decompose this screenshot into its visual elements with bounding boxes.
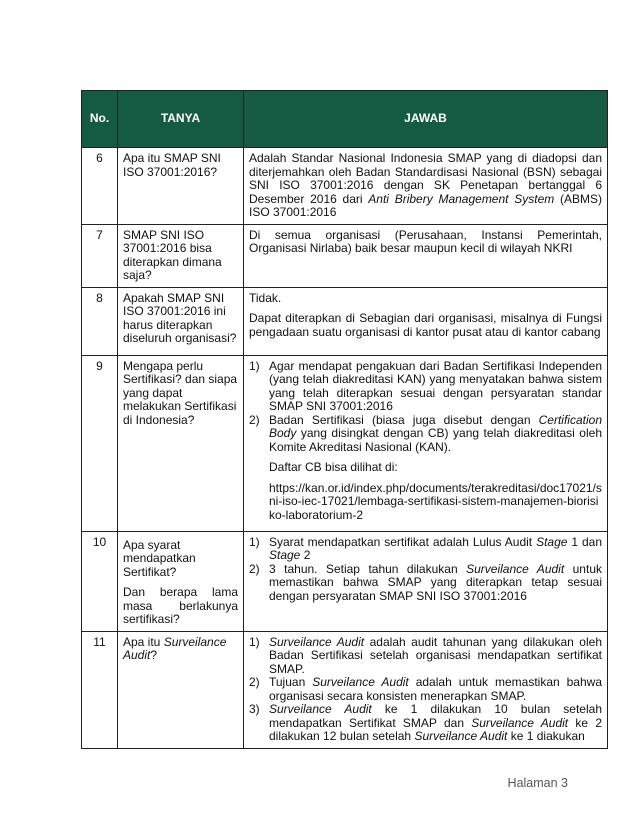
row-number: 11 <box>82 631 118 748</box>
answer: Adalah Standar Nasional Indonesia SMAP yang di diadopsi dan diterjemahkan oleh Badan Standardisasi Nasional (BSN) sebagai SNI ISO 37001:2016 dengan SK Penetapan bertanggal 6 Desember 2016 dari Anti Bribery Management System (ABMS) ISO 37001:2016 <box>244 148 608 225</box>
question: Apa itu SMAP SNI ISO 37001:2016? <box>118 148 244 225</box>
answer: Tidak. Dapat diterapkan di Sebagian dari organisasi, misalnya di Fungsi pengadaan suatu organisasi di kantor pusat atau di kantor cabang <box>244 287 608 355</box>
table-row <box>82 287 608 355</box>
header-jawab: JAWAB <box>244 91 608 148</box>
table-row <box>82 355 608 531</box>
question: Apakah SMAP SNI ISO 37001:2016 ini harus diterapkan diseluruh organisasi? <box>118 287 244 355</box>
row-number: 6 <box>82 148 118 225</box>
answer-item: 3) Surveilance Audit ke 1 dilakukan 10 bulan setelah mendapatkan Sertifikat SMAP dan Surveilance Audit ke 2 dilakukan 12 bulan setelah Surveilance Audit ke 1 diakukan <box>249 702 602 743</box>
question: SMAP SNI ISO 37001:2016 bisa diterapkan dimana saja? <box>118 224 244 287</box>
answer: Di semua organisasi (Perusahaan, Instansi Pemerintah, Organisasi Nirlaba) baik besar maupun kecil di wilayah NKRI <box>244 224 608 287</box>
answer-item: 1) Syarat mendapatkan sertifikat adalah Lulus Audit Stage 1 dan Stage 2 <box>249 534 602 562</box>
answer <box>244 531 608 631</box>
cb-list-label: Daftar CB bisa dilihat di: <box>269 460 398 474</box>
page-number: Halaman 3 <box>507 776 568 790</box>
answer-item: 1) Surveilance Audit adalah audit tahunan yang dilakukan oleh Badan Sertifikasi setelah organisasi mendapatkan sertifikat SMAP. <box>249 634 602 676</box>
answer <box>244 631 608 748</box>
answer-item: 2) Badan Sertifikasi (biasa juga disebut dengan Certification Body yang disingkat dengan CB) yang telah diakreditasi oleh Komite Akreditasi Nasional (KAN). <box>249 412 602 454</box>
answer-item: 1) Agar mendapat pengakuan dari Badan Sertifikasi Independen (yang telah diakreditasi KAN) yang menyatakan bahwa sistem yang telah diterapkan sesuai dengan persyaratan standar SMAP SNI 37001:2016 <box>249 358 602 413</box>
row-number: 8 <box>82 287 118 355</box>
question: Apa itu Surveilance Audit? <box>118 631 244 748</box>
table-row <box>82 148 608 225</box>
row-number: 10 <box>82 531 118 631</box>
row-number: 9 <box>82 355 118 531</box>
row-number: 7 <box>82 224 118 287</box>
question: Mengapa perlu Sertifikasi? dan siapa yang dapat melakukan Sertifikasi di Indonesia? <box>118 355 244 531</box>
table-row <box>82 631 608 748</box>
header-tanya: TANYA <box>118 91 244 148</box>
answer <box>244 355 608 531</box>
question: Apa syarat mendapatkan Sertifikat? Dan berapa lama masa berlakunya sertifikasi? <box>118 531 244 631</box>
table-row <box>82 224 608 287</box>
answer-item: 2) Tujuan Surveilance Audit adalah untuk memastikan bahwa organisasi secara konsisten menerapkan SMAP. <box>249 675 602 703</box>
cb-list-link[interactable]: https://kan.or.id/index.php/documents/terakreditasi/doc17021/sni-iso-iec-17021/lembaga-sertifikasi-sistem-manajemen-biorisiko-laboratorium-2 <box>269 480 602 522</box>
table-header-row <box>82 91 608 148</box>
header-no: No. <box>82 91 118 148</box>
faq-table <box>81 90 608 749</box>
table-row <box>82 531 608 631</box>
answer-item: 2) 3 tahun. Setiap tahun dilakukan Surveilance Audit untuk memastikan bahwa SMAP yang diterapkan tetap sesuai dengan persyaratan SMAP SNI ISO 37001:2016 <box>249 561 602 603</box>
